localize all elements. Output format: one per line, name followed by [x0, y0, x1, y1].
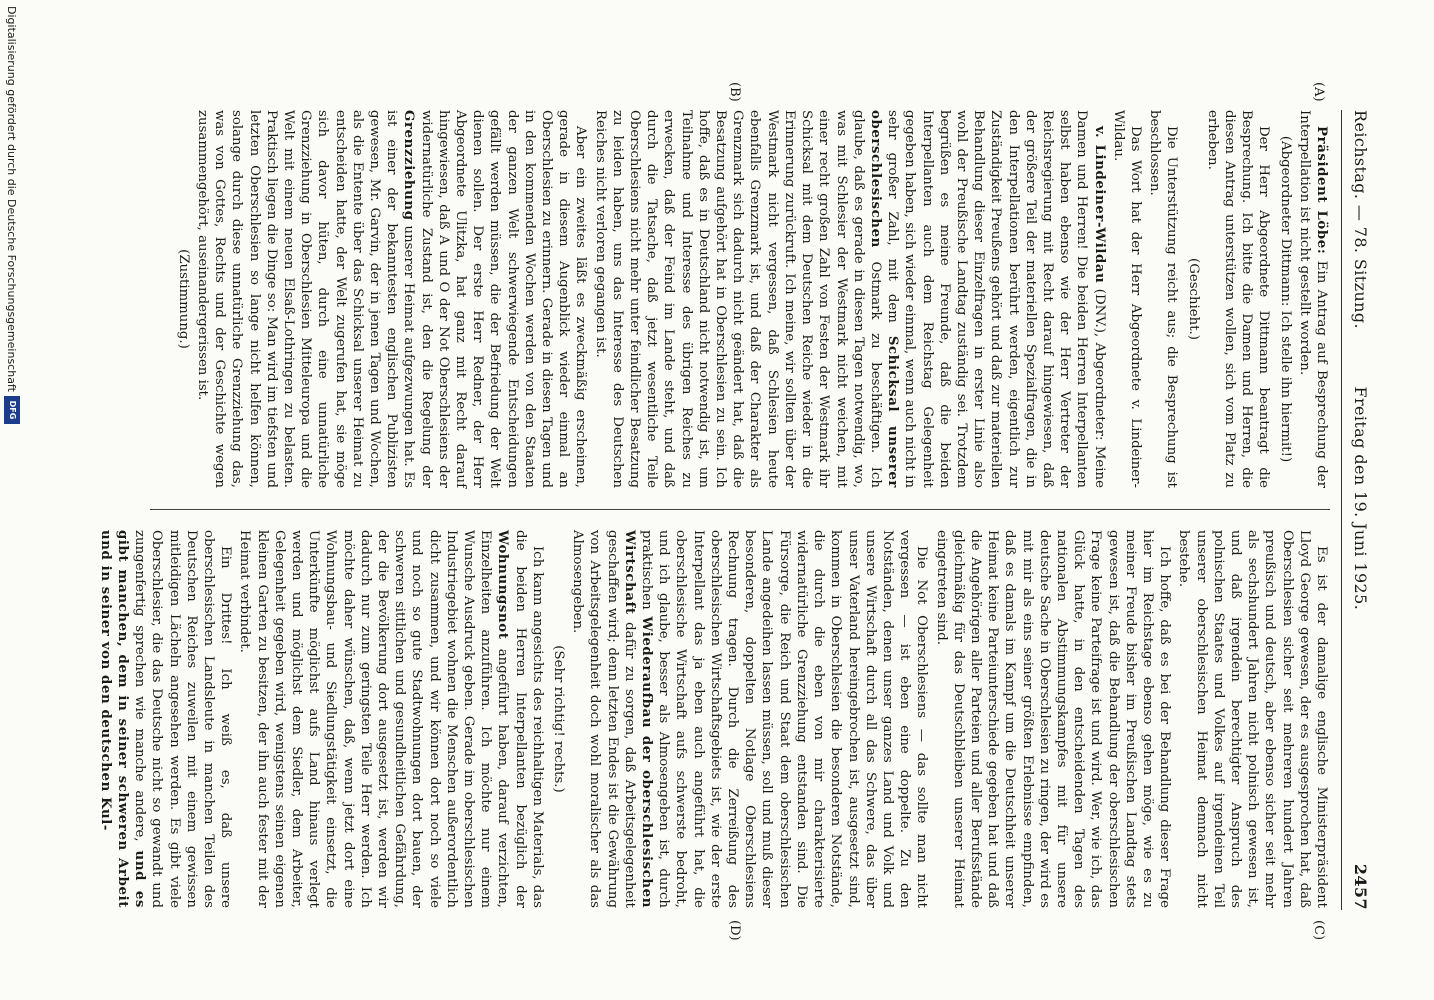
- interjection: (Geschieht.): [1185, 258, 1201, 340]
- interjection: (Zustimmung.): [175, 249, 191, 349]
- paragraph: Präsident Löbe: Ein Antrag auf Besprechung der Interpellation ist nicht gestellt worden.: [1296, 110, 1329, 488]
- paragraph: Die Unterstützung reicht aus; die Besprechung ist beschlossen.: [1147, 110, 1180, 488]
- margin-mark-d: (D): [727, 920, 742, 941]
- running-head-left: Reichstag. — 78. Sitzung. Freitag den 19. Juni 1925.: [1351, 110, 1370, 611]
- paragraph: Ich kann angesichts des reichhaltigen Materials, das die beiden Herren Interpellanten bezüglich der Wohnungsnot angeführt haben, darauf verzichten, Einzelheiten anzuführen. Ich möchte nur einem Wunsche Ausdruck geben. Gerade im oberschlesischen Industriegebiet wohnen die Menschen außerordentlich dicht zusammen, und wir können dort noch so viele und noch so gute Stadtwohnungen dort bauen, der schweren sittlichen und gesundheitlichen Gefährdung, der die Bevölkerung dort ausgesetzt ist, werden wir dadurch nur zum geringsten Teile Herr werden. Ich möchte daher wünschen, daß, wenn jetzt dort eine Wohnungsbau- und Siedlungstätigkeit einsetzt, die Unterkünfte möglichst aufs Land hinaus verlegt werden und möglichst dem Siedler, dem Arbeiter, Gelegenheit gegeben wird, wenigstens seinen eigenen kleinen Garten zu besitzen, der ihn auch fester mit der Heimat verbindet.: [237, 530, 545, 908]
- column-divider: [150, 509, 1330, 510]
- right-column: [97, 530, 1330, 909]
- paragraph: Die Not Oberschlesiens — das sollte man nicht vergessen — ist eben eine doppelte. Zu den Notständen, denen unser ganzes Land und Volk und unsere Wirtschaft durch all das Schwere, das über unser Vaterland hereingebrochen ist, ausgesetzt sind, kommen in Oberschlesien die besonderen Notstände, die durch die eben von mir charakterisierte widernatürliche Grenzziehung entstanden sind. Die Fürsorge, die Reich und Staat dem oberschlesischen Lande angedeihen lassen müssen, soll und muß dieser besonderen, doppelten Notlage Oberschlesiens Rechnung tragen. Durch die Zerreißung des oberschlesischen Wirtschaftsgebiets ist, wie der erste Interpellant das ja eben auch angeführt hat, die oberschlesische Wirtschaft aufs schwerste bedroht, und ich glaube, besser als Almosengeben ist, durch praktischen Wiederaufbau der oberschlesischen Wirtschaft dafür zu sorgen, daß Arbeitsgelegenheit geschaffen wird; denn letzten Endes ist die Gewährung von Arbeitsgelegenheit doch wohl moralischer als das Almosengeben.: [570, 530, 930, 909]
- speaker-name: Präsident Löbe:: [1314, 126, 1329, 255]
- margin-mark-c: (C): [1311, 920, 1326, 941]
- paragraph: Es ist der damalige englische Ministerpräsident Lloyd George gewesen, der es ausgesprochen hat, daß Oberschlesien sicher seit mehreren hundert Jahren preußisch und deutsch, aber ebenso sicher seit mehr als sechshundert Jahren nicht polnisch gewesen ist, und daß irgendein berechtigter Anspruch des polnischen Staates und Volkes auf irgendeinen Teil unserer oberschlesischen Heimat demnach nicht bestehe.: [1176, 530, 1329, 908]
- running-head: [1344, 110, 1370, 910]
- digitization-credit: Digitalisierung gefördert durch die Deutsche Forschungsgemeinschaft DFG: [2, 0, 22, 1000]
- paragraph: Ein Drittes! Ich weiß es, daß unsere oberschlesischen Landsleute in manchen Teilen des Deutschen Reiches zuweilen mit einem gewissen mitleidigen Lächeln angesehen werden. Es gibt viele Oberschlesier, die das Deutsche nicht so gewandt und zungenfertig sprechen wie manche andere, und es gibt manchen, dem in seiner schweren Arbeit und in seiner von den deutschen Kul-: [97, 530, 234, 909]
- margin-mark-a: (A): [1311, 82, 1326, 102]
- left-column: [150, 110, 1330, 488]
- speaker-name: v. Lindeiner-Wildau: [1091, 126, 1107, 284]
- page-number: 2457: [1351, 863, 1370, 910]
- paragraph: Der Herr Abgeordnete Dittmann beantragt die Besprechung. Ich bitte die Damen und Herren, die diesen Antrag unterstützen wollen, sich vom Platz zu erheben.: [1204, 110, 1272, 488]
- interjection: (Sehr richtig! rechts.): [551, 645, 567, 793]
- paragraph: Das Wort hat der Herr Abgeordnete v. Lindeiner-Wildau.: [1110, 110, 1143, 488]
- paragraph: Aber ein zweites läßt es zweckmäßig erscheinen, gerade in diesem Augenblick wieder einmal an Oberschlesien zu erinnern. Gerade in diesen Tagen und in den kommenden Wochen werden von den Staaten der ganzen Welt schwerwiegende Entscheidungen gefällt werden müssen, die der Befriedung der Welt dienen sollen. Der erste Herr Redner, der Herr Abgeordnete Ulitzka, hat ganz mit Recht darauf hingewiesen, daß A und O der Not Oberschlesiens der widernatürliche Zustand ist, den die Regelung der Grenzziehung unserer Heimat aufgezwungen hat. Es ist einer der bekanntesten englischen Publizisten gewesen, Mr. Garvin, der in jenen Tagen und Wochen, als die Entente über das Schicksal unserer Heimat zu entscheiden hatte, der Welt zugerufen hat, sie möge sich davor hüten, durch eine unnatürliche Grenzziehung in Oberschlesien Mitteleuropa und die Welt mit einem neuen Elsaß-Lothringen zu belasten. Praktisch liegen die Dinge so: Man wird im tiefsten und letzten Oberschlesien so lange nicht helfen können, solange durch diese unnatürliche Grenzziehung das, was von Gottes, Rechts und der Geschichte wegen zusammengehört, auseinandergerissen ist.: [195, 110, 589, 488]
- paragraph: v. Lindeiner-Wildau (DNV.), Abgeordneter: Meine Damen und Herren! Die beiden Herren Interpellanten selbst haben ebenso wie der Herr Vertreter der Reichsregierung mit Recht darauf hingewiesen, daß der größere Teil der materiellen Spezialfragen, die in den Interpellationen berührt werden, eigentlich zur Zuständigkeit Preußens gehört und daß zur materiellen Behandlung dieser Einzelfragen in erster Linie also wohl der Preußische Landtag zuständig sei. Trotzdem begrüßen es meine Freunde, daß die beiden Interpellanten auch dem Reichstag Gelegenheit gegeben haben, sich wieder einmal, wenn auch nicht in sehr großer Zahl, mit dem Schicksal unserer oberschlesischen Ostmark zu beschäftigen. Ich glaube, daß es gerade in diesen Tagen notwendig, wo, was mit Schlesier der Westmark nicht weichen, mit einer recht großen Zahl von Festen der Westmark ihr Schicksal mit dem Deutschen Reiche wieder in die Erinnerung zurückruft. Ich meine, wir sollten über der Westmark nicht vergessen, daß Schlesien heute ebenfalls Grenzmark ist, und daß der Charakter als Grenzmark sich dadurch nicht geändert hat, daß die Besatzung aufgehört hat in Oberschlesien zu sein. Ich hoffe, daß es in Deutschland nicht notwendig ist, um Teilnahme und Interesse des übrigen Reiches zu erwecken, daß der Feind im Lande steht, und daß durch die Tatsache, daß jetzt wesentliche Teile Oberschlesiens nicht mehr unter feindlicher Besatzung zu leiden haben, uns das Interesse des Deutschen Reiches nicht verloren gegangen ist.: [592, 110, 1107, 489]
- interjection: (Abgeordneter Dittmann: Ich stelle ihn hiermit!): [1277, 135, 1293, 463]
- margin-mark-b: (B): [727, 82, 742, 102]
- header-rule: [1341, 110, 1342, 910]
- dfg-logo: DFG: [4, 396, 20, 424]
- paragraph: Ich hoffe, daß es bei der Behandlung dieser Frage hier im Reichstage ebenso gehen möge, wie es zu meiner Freude bisher im Preußischen Landtag stets gewesen ist, daß die Behandlung der oberschlesischen Frage keine Parteifrage ist und wird. Wer, wie ich, das Glück hatte, in den entscheidenden Tagen des nationalen Abstimmungskampfes mit für unsere deutsche Sache in Oberschlesien zu ringen, der wird es mit mir als eins seiner größten Erlebnisse empfinden, daß es damals im Kampf um die Deutschheit unserer Heimat keine Parteiunterschiede gegeben hat und daß die Angehörigen aller Parteien und aller Berufsstände gleichmäßig für das Deutschbleiben unserer Heimat eingetreten sind.: [933, 530, 1173, 908]
